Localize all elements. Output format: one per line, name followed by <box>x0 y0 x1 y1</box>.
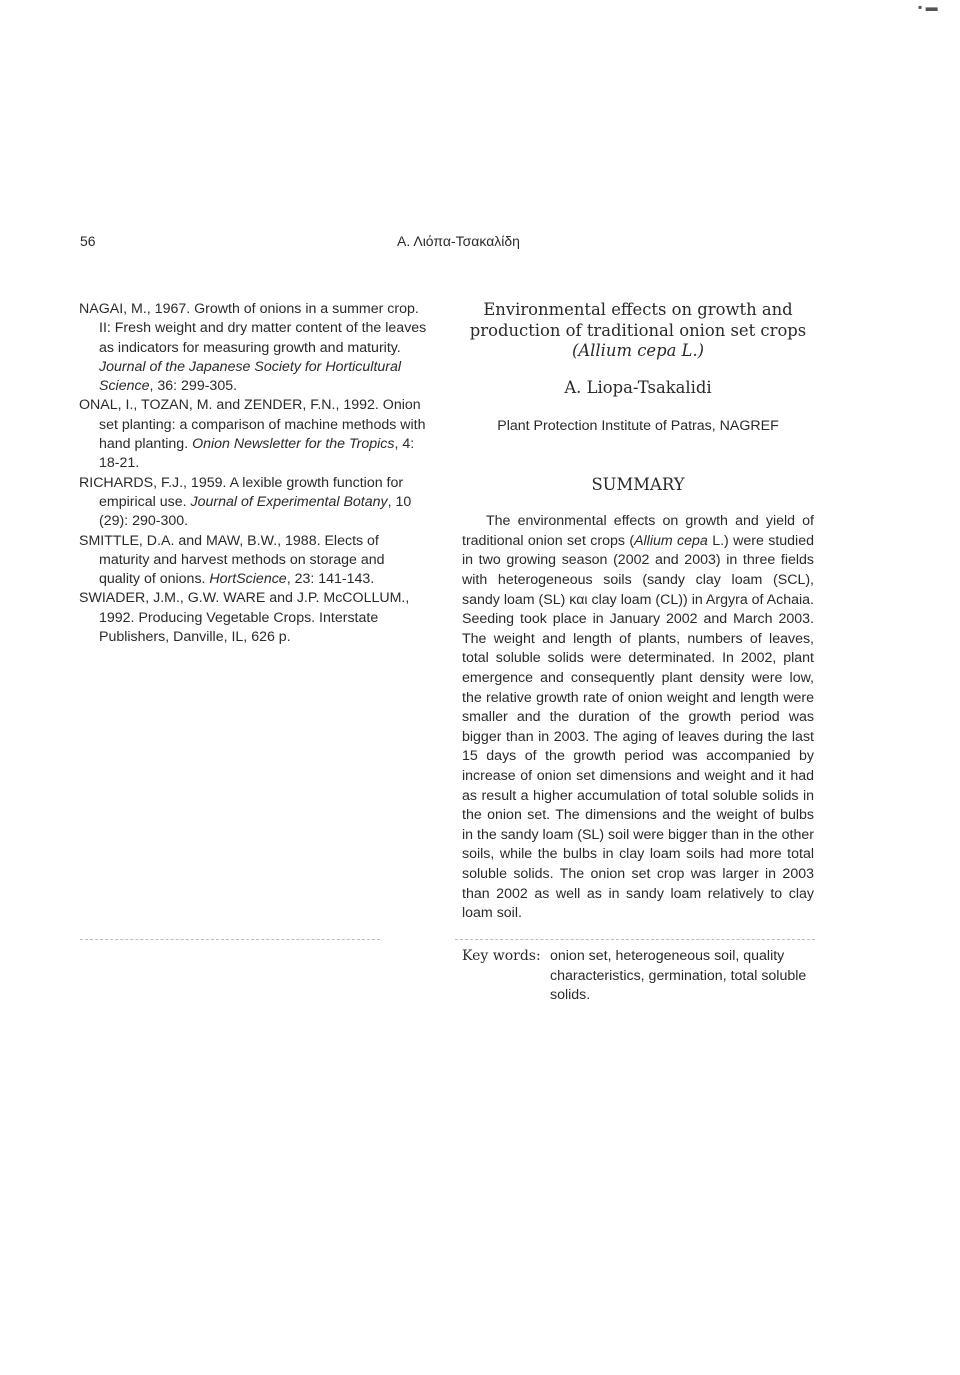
reference-journal: Journal of Experimental Botany <box>190 493 388 510</box>
reference-text: RICHARDS, F.J., 1959. A lexible growth function for empirical use. <box>79 474 404 510</box>
article-title-main: Environmental effects on growth and production of traditional onion set crops <box>469 300 807 340</box>
scan-corner-mark: ▪ ▬ <box>918 0 938 14</box>
reference-text: SMITTLE, D.A. and MAW, B.W., 1988. Elects of maturity and harvest methods on storage and quality of onions. <box>79 532 385 588</box>
article-author: A. Liopa-Tsakalidi <box>564 377 712 397</box>
abstract-species: Allium cepa <box>634 532 708 549</box>
divider-rule <box>80 939 380 940</box>
reference-text: SWIADER, J.M., G.W. WARE and J.P. McCOLLUM., 1992. Producing Vegetable Crops. Interstate Publishers, Danville, IL, 626 p. <box>79 590 410 646</box>
reference-text: , 10 (29): 290-300. <box>99 493 412 530</box>
divider-rule <box>455 939 815 940</box>
reference-journal: Onion Newsletter for the Tropics <box>192 436 395 453</box>
reference-text: ONAL, I., TOZAN, M. and ZENDER, F.N., 1992. Onion set planting: a comparison of machine methods with hand planting. <box>79 397 426 453</box>
reference-item <box>79 589 427 647</box>
reference-journal: HortScience <box>209 571 287 588</box>
references-list <box>79 300 427 647</box>
reference-item <box>79 300 427 396</box>
running-author: Α. Λιόπα-Τσακαλίδη <box>397 233 520 249</box>
reference-text: , 23: 141-143. <box>286 571 375 588</box>
reference-item <box>79 474 427 532</box>
reference-text: NAGAI, M., 1967. Growth of onions in a summer crop. II: Fresh weight and dry matter content of the leaves as indicators for measuring growth and maturity. <box>79 301 427 356</box>
page-number: 56 <box>80 233 96 249</box>
running-header <box>0 233 960 255</box>
keywords-label: Key words: <box>462 948 541 964</box>
reference-item <box>79 532 427 590</box>
article-title-species: (Allium cepa L.) <box>571 341 705 360</box>
summary-heading: SUMMARY <box>591 474 685 494</box>
abstract-text: The environmental effects on growth and yield of traditional onion set crops ( <box>462 513 814 549</box>
article-header <box>462 300 814 924</box>
abstract-text: L.) were studied in two growing season (2002 and 2003) in three fields with heterogeneous soils (sandy clay loam (SCL), sandy loam (SL) και clay loam (CL)) in Argyra of Achaia. Seeding took place in January 2002 and March 2003. The weight and length of plants, numbers of leaves, total soluble solids were determinated. In 2002, plant emergence and consequently plant density were low, the relative growth rate of onion weight and length were smaller and the duration of the growth period was bigger than in 2003. The aging of leaves during the last 15 days of the growth period was accompanied by increase of onion set dimensions and weight and it had as result a higher accumulation of total soluble solids in the onion set. The dimensions and the weight of bulbs in the sandy loam (SL) soil were bigger than in the other soils, while the bulbs in clay loam soils had more total soluble solids. The onion set crop was larger in 2003 than 2002 as well as in sandy loam relatively to clay loam soil. <box>462 532 814 922</box>
keywords-text: onion set, heterogeneous soil, quality characteristics, germination, total soluble solids. <box>550 948 807 1004</box>
keywords <box>462 947 814 1006</box>
reference-text: , 4: 18-21. <box>99 436 415 472</box>
article-affiliation: Plant Protection Institute of Patras, NAGREF <box>497 418 779 435</box>
summary-abstract <box>462 512 814 923</box>
reference-text: , 36: 299-305. <box>149 378 238 395</box>
reference-item <box>79 396 427 473</box>
reference-journal: Journal of the Japanese Society for Horticultural Science <box>99 358 402 395</box>
article-title <box>462 300 814 362</box>
